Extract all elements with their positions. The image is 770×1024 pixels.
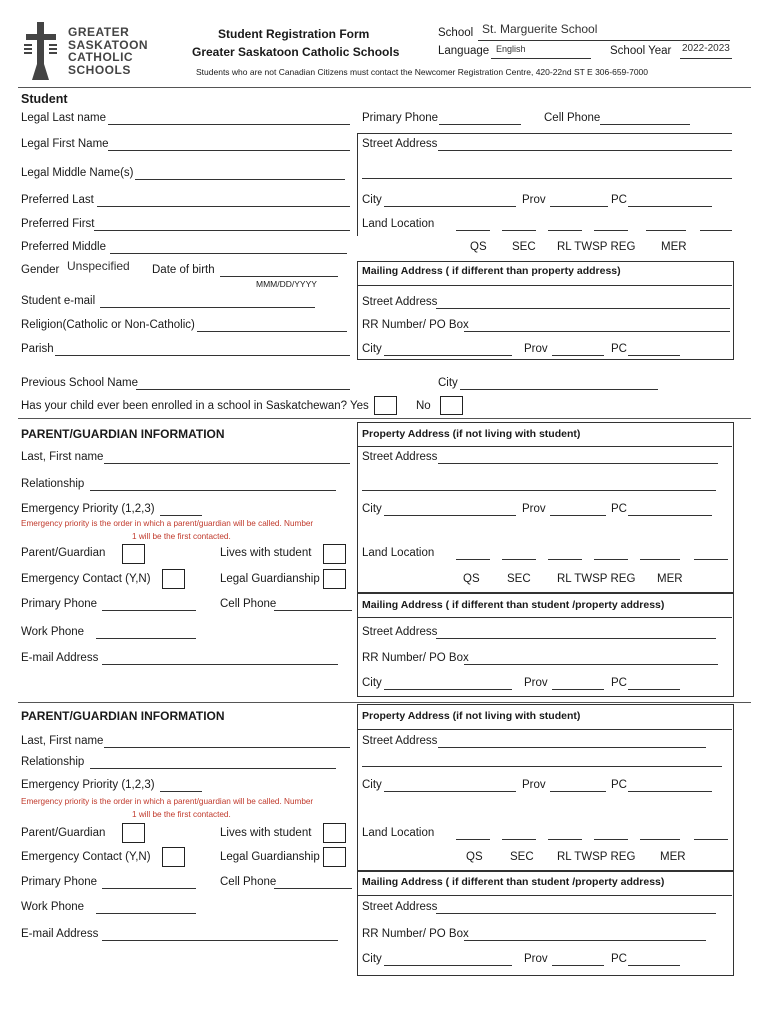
g2-work-phone-label: Work Phone xyxy=(21,901,85,913)
land-reg-field[interactable] xyxy=(646,230,686,231)
g2-pc-field[interactable] xyxy=(628,791,712,792)
g2-emergency-contact-label: Emergency Contact (Y,N) xyxy=(21,851,151,863)
parish-field[interactable] xyxy=(55,355,350,356)
g1-last-first-label: Last, First name xyxy=(21,451,104,463)
g1-mail-pc-label: PC xyxy=(611,677,627,689)
g1-city-field[interactable] xyxy=(384,515,516,516)
g2-cell-phone-label: Cell Phone xyxy=(220,876,277,888)
g1-mail-prov-label: Prov xyxy=(524,677,548,689)
g1-last-first-field[interactable] xyxy=(104,463,350,464)
g2-mail-city-field[interactable] xyxy=(384,965,512,966)
g2-relationship-label: Relationship xyxy=(21,756,85,768)
g1-mail-pc-field[interactable] xyxy=(628,689,680,690)
school-field[interactable]: St. Marguerite School xyxy=(482,22,598,36)
student-email-label: Student e-mail xyxy=(21,295,96,307)
mail-prov-field[interactable] xyxy=(552,355,604,356)
logo-text-line: SASKATOON xyxy=(68,37,149,52)
g1-lives-with-student-label: Lives with student xyxy=(220,547,312,559)
legal-first-name-label: Legal First Name xyxy=(21,138,109,150)
g2-primary-phone-field[interactable] xyxy=(102,888,196,889)
enrolled-question: Has your child ever been enrolled in a school in Saskatchewan? Yes xyxy=(21,400,369,412)
street-address-line2-field[interactable] xyxy=(362,178,732,179)
g1-legal-guardianship-checkbox[interactable] xyxy=(323,569,346,589)
g2-parent-guardian-label: Parent/Guardian xyxy=(21,827,106,839)
legal-middle-names-label: Legal Middle Name(s) xyxy=(21,167,134,179)
g2-last-first-label: Last, First name xyxy=(21,735,104,747)
logo-text-line: GREATER xyxy=(68,25,130,39)
g2-mail-street-label: Street Address xyxy=(362,901,438,913)
parish-label: Parish xyxy=(21,343,54,355)
g1-email-label: E-mail Address xyxy=(21,652,99,664)
g2-land-code-qs: QS xyxy=(466,851,483,863)
g1-work-phone-label: Work Phone xyxy=(21,626,85,638)
mail-street-field[interactable] xyxy=(436,308,730,309)
g2-rr-number-field[interactable] xyxy=(464,940,706,941)
g2-priority-note: Emergency priority is the order in which a parent/guardian will be called. Number xyxy=(21,797,314,806)
school-year-field[interactable]: 2022-2023 xyxy=(682,43,730,54)
legal-last-name-label: Legal Last name xyxy=(21,112,107,124)
school-label: School xyxy=(438,27,474,39)
g1-land-code-rl-twsp-reg: RL TWSP REG xyxy=(557,573,636,585)
mailing-address-heading: Mailing Address ( if different than property address) xyxy=(362,265,621,277)
g2-city-label: City xyxy=(362,779,382,791)
previous-school-field[interactable] xyxy=(136,389,350,390)
g2-land-code-mer: MER xyxy=(660,851,686,863)
g1-priority-note: Emergency priority is the order in which a parent/guardian will be called. Number xyxy=(21,519,314,528)
prov-field[interactable] xyxy=(550,206,608,207)
g2-lives-with-student-checkbox[interactable] xyxy=(323,823,346,843)
g2-mail-prov-label: Prov xyxy=(524,953,548,965)
g2-email-field[interactable] xyxy=(102,940,338,941)
g2-land-location-label: Land Location xyxy=(362,827,435,839)
prov-label: Prov xyxy=(522,194,546,206)
g2-land-qs-field[interactable] xyxy=(456,839,490,840)
g2-relationship-field[interactable] xyxy=(90,768,336,769)
legal-middle-names-field[interactable] xyxy=(135,179,345,180)
g2-priority-label: Emergency Priority (1,2,3) xyxy=(21,779,155,791)
student-heading: Student xyxy=(21,92,68,106)
mail-pc-field[interactable] xyxy=(628,355,680,356)
mail-city-field[interactable] xyxy=(384,355,512,356)
logo-text-line: CATHOLIC xyxy=(68,50,134,64)
guardian1-heading: PARENT/GUARDIAN INFORMATION xyxy=(21,427,225,441)
g1-prov-label: Prov xyxy=(522,503,546,515)
g2-property-address-heading: Property Address (if not living with student) xyxy=(362,710,581,722)
g1-mail-city-label: City xyxy=(362,677,382,689)
land-twsp-field[interactable] xyxy=(594,230,628,231)
g1-email-field[interactable] xyxy=(102,664,338,665)
g2-street-address-label: Street Address xyxy=(362,735,438,747)
land-rl-field[interactable] xyxy=(548,230,582,231)
primary-phone-label: Primary Phone xyxy=(362,112,439,124)
g1-cell-phone-field[interactable] xyxy=(274,610,352,611)
g1-land-code-qs: QS xyxy=(463,573,480,585)
g1-street-address-label: Street Address xyxy=(362,451,438,463)
g1-relationship-label: Relationship xyxy=(21,478,85,490)
logo-text-line: SCHOOLS xyxy=(68,62,131,77)
pc-label: PC xyxy=(611,194,627,206)
g1-priority-note-2: 1 will be the first contacted. xyxy=(132,532,231,541)
g2-street-address-line2-field[interactable] xyxy=(362,766,722,767)
g1-land-code-sec: SEC xyxy=(507,573,531,585)
school-year-label: School Year xyxy=(610,45,672,57)
g1-street-address-line2-field[interactable] xyxy=(362,490,716,491)
city-label: City xyxy=(362,194,382,206)
primary-phone-field[interactable] xyxy=(439,124,521,125)
pc-field[interactable] xyxy=(628,206,712,207)
g2-emergency-contact-checkbox[interactable] xyxy=(162,847,185,867)
land-code-sec: SEC xyxy=(512,241,536,253)
g2-parent-guardian-checkbox[interactable] xyxy=(122,823,145,843)
city-field[interactable] xyxy=(384,206,516,207)
g2-land-mer-field[interactable] xyxy=(694,839,728,840)
g2-mailing-address-heading: Mailing Address ( if different than student /property address) xyxy=(362,876,665,888)
g2-primary-phone-label: Primary Phone xyxy=(21,876,98,888)
mail-prov-label: Prov xyxy=(524,343,548,355)
preferred-last-label: Preferred Last xyxy=(21,194,94,206)
street-address-label: Street Address xyxy=(362,138,438,150)
g2-lives-with-student-label: Lives with student xyxy=(220,827,312,839)
gender-label: Gender xyxy=(21,264,60,276)
g1-street-address-field[interactable] xyxy=(438,463,718,464)
dob-format-hint: MMM/DD/YYYY xyxy=(256,279,317,289)
g1-mail-prov-field[interactable] xyxy=(552,689,604,690)
religion-field[interactable] xyxy=(197,331,347,332)
g1-prov-field[interactable] xyxy=(550,515,606,516)
g1-work-phone-field[interactable] xyxy=(96,638,196,639)
preferred-middle-label: Preferred Middle xyxy=(21,241,107,253)
land-qs-field[interactable] xyxy=(456,230,490,231)
g1-rr-number-field[interactable] xyxy=(464,664,718,665)
g2-rr-number-label: RR Number/ PO Box xyxy=(362,928,469,940)
g2-last-first-field[interactable] xyxy=(104,747,350,748)
g2-land-rl-field[interactable] xyxy=(548,839,582,840)
g2-mail-city-label: City xyxy=(362,953,382,965)
g2-legal-guardianship-checkbox[interactable] xyxy=(323,847,346,867)
g1-lives-with-student-checkbox[interactable] xyxy=(323,544,346,564)
land-location-label: Land Location xyxy=(362,218,435,230)
gscs-logo xyxy=(24,20,149,87)
g1-pc-field[interactable] xyxy=(628,515,712,516)
g2-land-code-rl-twsp-reg: RL TWSP REG xyxy=(557,851,636,863)
g2-mail-pc-field[interactable] xyxy=(628,965,680,966)
legal-first-name-field[interactable] xyxy=(108,150,350,151)
g2-priority-note-2: 1 will be the first contacted. xyxy=(132,810,231,819)
enrolled-yes-checkbox[interactable] xyxy=(374,396,397,415)
g1-relationship-field[interactable] xyxy=(90,490,336,491)
land-code-mer: MER xyxy=(661,241,687,253)
enrolled-no-label: No xyxy=(416,400,431,412)
g1-mailing-address-heading: Mailing Address ( if different than student /property address) xyxy=(362,599,665,611)
g2-work-phone-field[interactable] xyxy=(96,913,196,914)
g2-legal-guardianship-label: Legal Guardianship xyxy=(220,851,320,863)
form-title: Student Registration Form xyxy=(218,27,370,41)
previous-school-label: Previous School Name xyxy=(21,377,138,389)
previous-city-field[interactable] xyxy=(460,389,658,390)
preferred-last-field[interactable] xyxy=(97,206,350,207)
preferred-middle-field[interactable] xyxy=(110,253,347,254)
cell-phone-label: Cell Phone xyxy=(544,112,601,124)
g2-prov-field[interactable] xyxy=(550,791,606,792)
mail-street-label: Street Address xyxy=(362,296,438,308)
g1-land-code-mer: MER xyxy=(657,573,683,585)
preferred-first-field[interactable] xyxy=(94,230,350,231)
g2-priority-field[interactable] xyxy=(160,791,202,792)
g1-city-label: City xyxy=(362,503,382,515)
g2-land-code-sec: SEC xyxy=(510,851,534,863)
g1-land-twsp-field[interactable] xyxy=(594,559,628,560)
g2-mail-prov-field[interactable] xyxy=(552,965,604,966)
g1-cell-phone-label: Cell Phone xyxy=(220,598,277,610)
g1-priority-field[interactable] xyxy=(160,515,202,516)
land-mer-field[interactable] xyxy=(700,230,732,231)
g2-email-label: E-mail Address xyxy=(21,928,99,940)
g1-priority-label: Emergency Priority (1,2,3) xyxy=(21,503,155,515)
religion-label: Religion(Catholic or Non-Catholic) xyxy=(21,319,195,331)
g1-emergency-contact-label: Emergency Contact (Y,N) xyxy=(21,573,151,585)
newcomer-notice: Students who are not Canadian Citizens must contact the Newcomer Registration Centre, 420-22nd ST E 306-659-7000 xyxy=(196,67,649,77)
g1-emergency-contact-checkbox[interactable] xyxy=(162,569,185,589)
guardian2-heading: PARENT/GUARDIAN INFORMATION xyxy=(21,709,225,723)
mail-pc-label: PC xyxy=(611,343,627,355)
g1-land-qs-field[interactable] xyxy=(456,559,490,560)
g1-parent-guardian-label: Parent/Guardian xyxy=(21,547,106,559)
language-label: Language xyxy=(438,45,490,57)
preferred-first-label: Preferred First xyxy=(21,218,95,230)
form-subtitle: Greater Saskatoon Catholic Schools xyxy=(192,45,400,59)
g1-legal-guardianship-label: Legal Guardianship xyxy=(220,573,320,585)
student-email-field[interactable] xyxy=(100,307,315,308)
g2-street-address-field[interactable] xyxy=(438,747,706,748)
dob-label: Date of birth xyxy=(152,264,215,276)
g1-primary-phone-label: Primary Phone xyxy=(21,598,98,610)
g1-mail-city-field[interactable] xyxy=(384,689,512,690)
g1-land-sec-field[interactable] xyxy=(502,559,536,560)
g2-mail-pc-label: PC xyxy=(611,953,627,965)
gender-select[interactable]: Unspecified xyxy=(67,259,130,273)
g1-parent-guardian-checkbox[interactable] xyxy=(122,544,145,564)
g1-land-location-label: Land Location xyxy=(362,547,435,559)
cell-phone-field[interactable] xyxy=(600,124,690,125)
g2-city-field[interactable] xyxy=(384,791,516,792)
g1-mail-street-label: Street Address xyxy=(362,626,438,638)
g2-prov-label: Prov xyxy=(522,779,546,791)
land-code-qs: QS xyxy=(470,241,487,253)
rr-number-field[interactable] xyxy=(464,331,730,332)
rr-number-label: RR Number/ PO Box xyxy=(362,319,469,331)
legal-last-name-field[interactable] xyxy=(108,124,350,125)
street-address-field[interactable] xyxy=(438,150,732,151)
g1-land-mer-field[interactable] xyxy=(694,559,728,560)
g1-mail-street-field[interactable] xyxy=(436,638,716,639)
g2-pc-label: PC xyxy=(611,779,627,791)
g2-land-reg-field[interactable] xyxy=(640,839,680,840)
g1-land-reg-field[interactable] xyxy=(640,559,680,560)
language-field[interactable]: English xyxy=(496,44,526,54)
g2-land-sec-field[interactable] xyxy=(502,839,536,840)
enrolled-no-checkbox[interactable] xyxy=(440,396,463,415)
land-sec-field[interactable] xyxy=(502,230,536,231)
previous-city-label: City xyxy=(438,377,458,389)
dob-field[interactable] xyxy=(220,276,338,277)
g2-mail-street-field[interactable] xyxy=(436,913,716,914)
g1-pc-label: PC xyxy=(611,503,627,515)
land-code-rl-twsp-reg: RL TWSP REG xyxy=(557,241,636,253)
g1-primary-phone-field[interactable] xyxy=(102,610,196,611)
g1-rr-number-label: RR Number/ PO Box xyxy=(362,652,469,664)
g1-land-rl-field[interactable] xyxy=(548,559,582,560)
g2-cell-phone-field[interactable] xyxy=(274,888,352,889)
mail-city-label: City xyxy=(362,343,382,355)
g1-property-address-heading: Property Address (if not living with student) xyxy=(362,428,581,440)
g2-land-twsp-field[interactable] xyxy=(594,839,628,840)
